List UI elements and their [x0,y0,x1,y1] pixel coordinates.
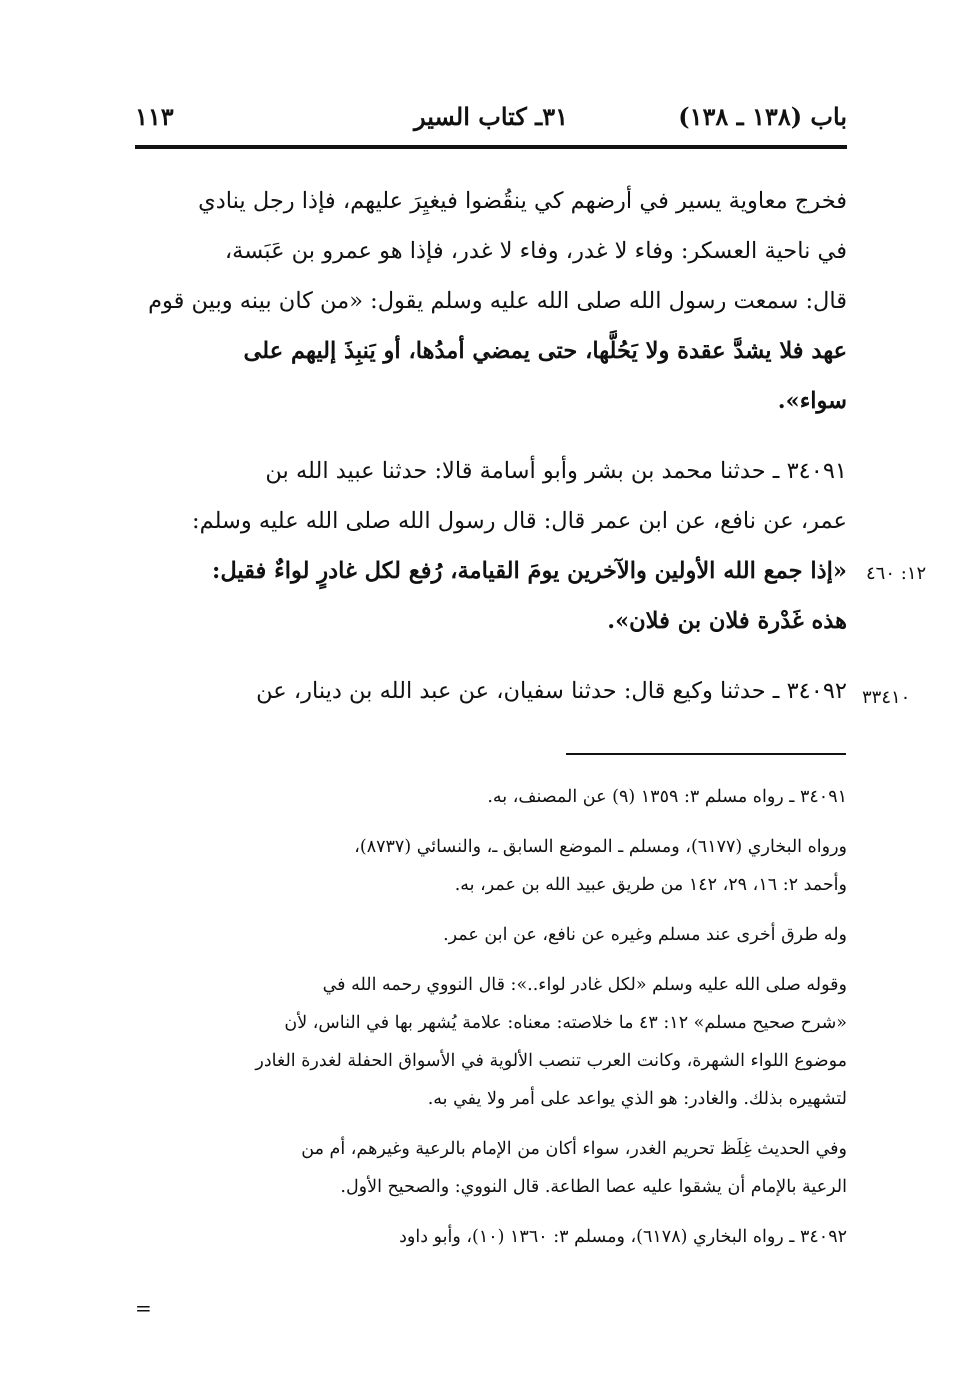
footnote-paragraph [135,778,847,816]
footnote-line: لتشهيره بذلك. والغادر: هو الذي يواعد على أمر ولا يفي به. [427,1089,847,1109]
text-line: سواء». [777,388,847,414]
page-header [135,96,847,142]
page-number: ١١٣ [135,102,174,131]
hadith-34091 [135,446,847,646]
margin-reference: ٣٣٤١٠ [862,687,911,708]
text-line: قال: سمعت رسول الله صلى الله عليه وسلم يقول: «من كان بينه وبين قوم [148,288,847,314]
footnotes [135,778,847,1268]
text-line: عهد فلا يشدَّ عقدة ولا يَحُلَّها، حتى يمضي أمدُها، أو يَنبِذَ إليهم على [243,338,847,364]
chapter-title: باب (١٣٨ ـ ١٣٨) [678,102,847,131]
footnote-paragraph [135,828,847,904]
text-line: عمر، عن نافع، عن ابن عمر قال: قال رسول الله صلى الله عليه وسلم: [192,508,847,534]
footnote-line: ٣٤٠٩١ ـ رواه مسلم ٣: ١٣٥٩ (٩) عن المصنف، به. [487,787,847,807]
main-text [135,176,847,736]
footnote-line: الرعية بالإمام أن يشقوا عليه عصا الطاعة. قال النووي: والصحيح الأول. [340,1177,847,1197]
footnote-line: وأحمد ٢: ١٦، ٢٩، ١٤٢ من طريق عبيد الله بن عمر، به. [454,875,847,895]
text-line: فخرج معاوية يسير في أرضهم كي ينقُضوا فيغيِرَ عليهم، فإذا رجل ينادي [198,188,847,214]
footnote-rule [566,753,846,755]
footnote-line: وقوله صلى الله عليه وسلم «لكل غادر لواء..»: قال النووي رحمه الله في [322,975,847,995]
paragraph-1 [135,176,847,426]
text-line: ٣٤٠٩٢ ـ حدثنا وكيع قال: حدثنا سفيان، عن عبد الله بن دينار، عن [256,678,847,704]
footnote-paragraph [135,916,847,954]
header-rule [135,145,847,149]
footnote-line: وله طرق أخرى عند مسلم وغيره عن نافع، عن ابن عمر. [443,925,847,945]
footnote-paragraph [135,1218,847,1256]
footnote-paragraph [135,966,847,1118]
hadith-34092 [135,666,847,716]
text-line: في ناحية العسكر: وفاء لا غدر، وفاء لا غدر، فإذا هو عمرو بن عَبَسة، [224,238,847,264]
footnote-line: ورواه البخاري (٦١٧٧)، ومسلم ـ الموضع السابق ـ، والنسائي (٨٧٣٧)، [354,837,847,857]
footnote-line: ٣٤٠٩٢ ـ رواه البخاري (٦١٧٨)، ومسلم ٣: ١٣٦٠ (١٠)، وأبو داود [399,1227,847,1247]
footnote-paragraph [135,1130,847,1206]
text-line: هذه غَدْرة فلان بن فلان». [607,608,847,634]
continuation-mark: = [135,1296,152,1320]
book-title: ٣١ـ كتاب السير [414,102,568,131]
text-line: «إذا جمع الله الأولين والآخرين يومَ القيامة، رُفع لكل غادرٍ لواءٌ فقيل: [212,558,847,584]
text-line: ٣٤٠٩١ ـ حدثنا محمد بن بشر وأبو أسامة قالا: حدثنا عبيد الله بن [265,458,847,484]
margin-reference: ١٢: ٤٦٠ [866,563,927,584]
footnote-line: «شرح صحيح مسلم» ١٢: ٤٣ ما خلاصته: معناه: علامة يُشهر بها في الناس، لأن [284,1013,847,1033]
footnote-line: وفي الحديث غِلَظ تحريم الغدر، سواء أكان من الإمام بالرعية وغيرهم، أم من [301,1139,847,1159]
footnote-line: موضوع اللواء الشهرة، وكانت العرب تنصب الألوية في الأسواق الحفلة لغدرة الغادر [255,1051,847,1071]
